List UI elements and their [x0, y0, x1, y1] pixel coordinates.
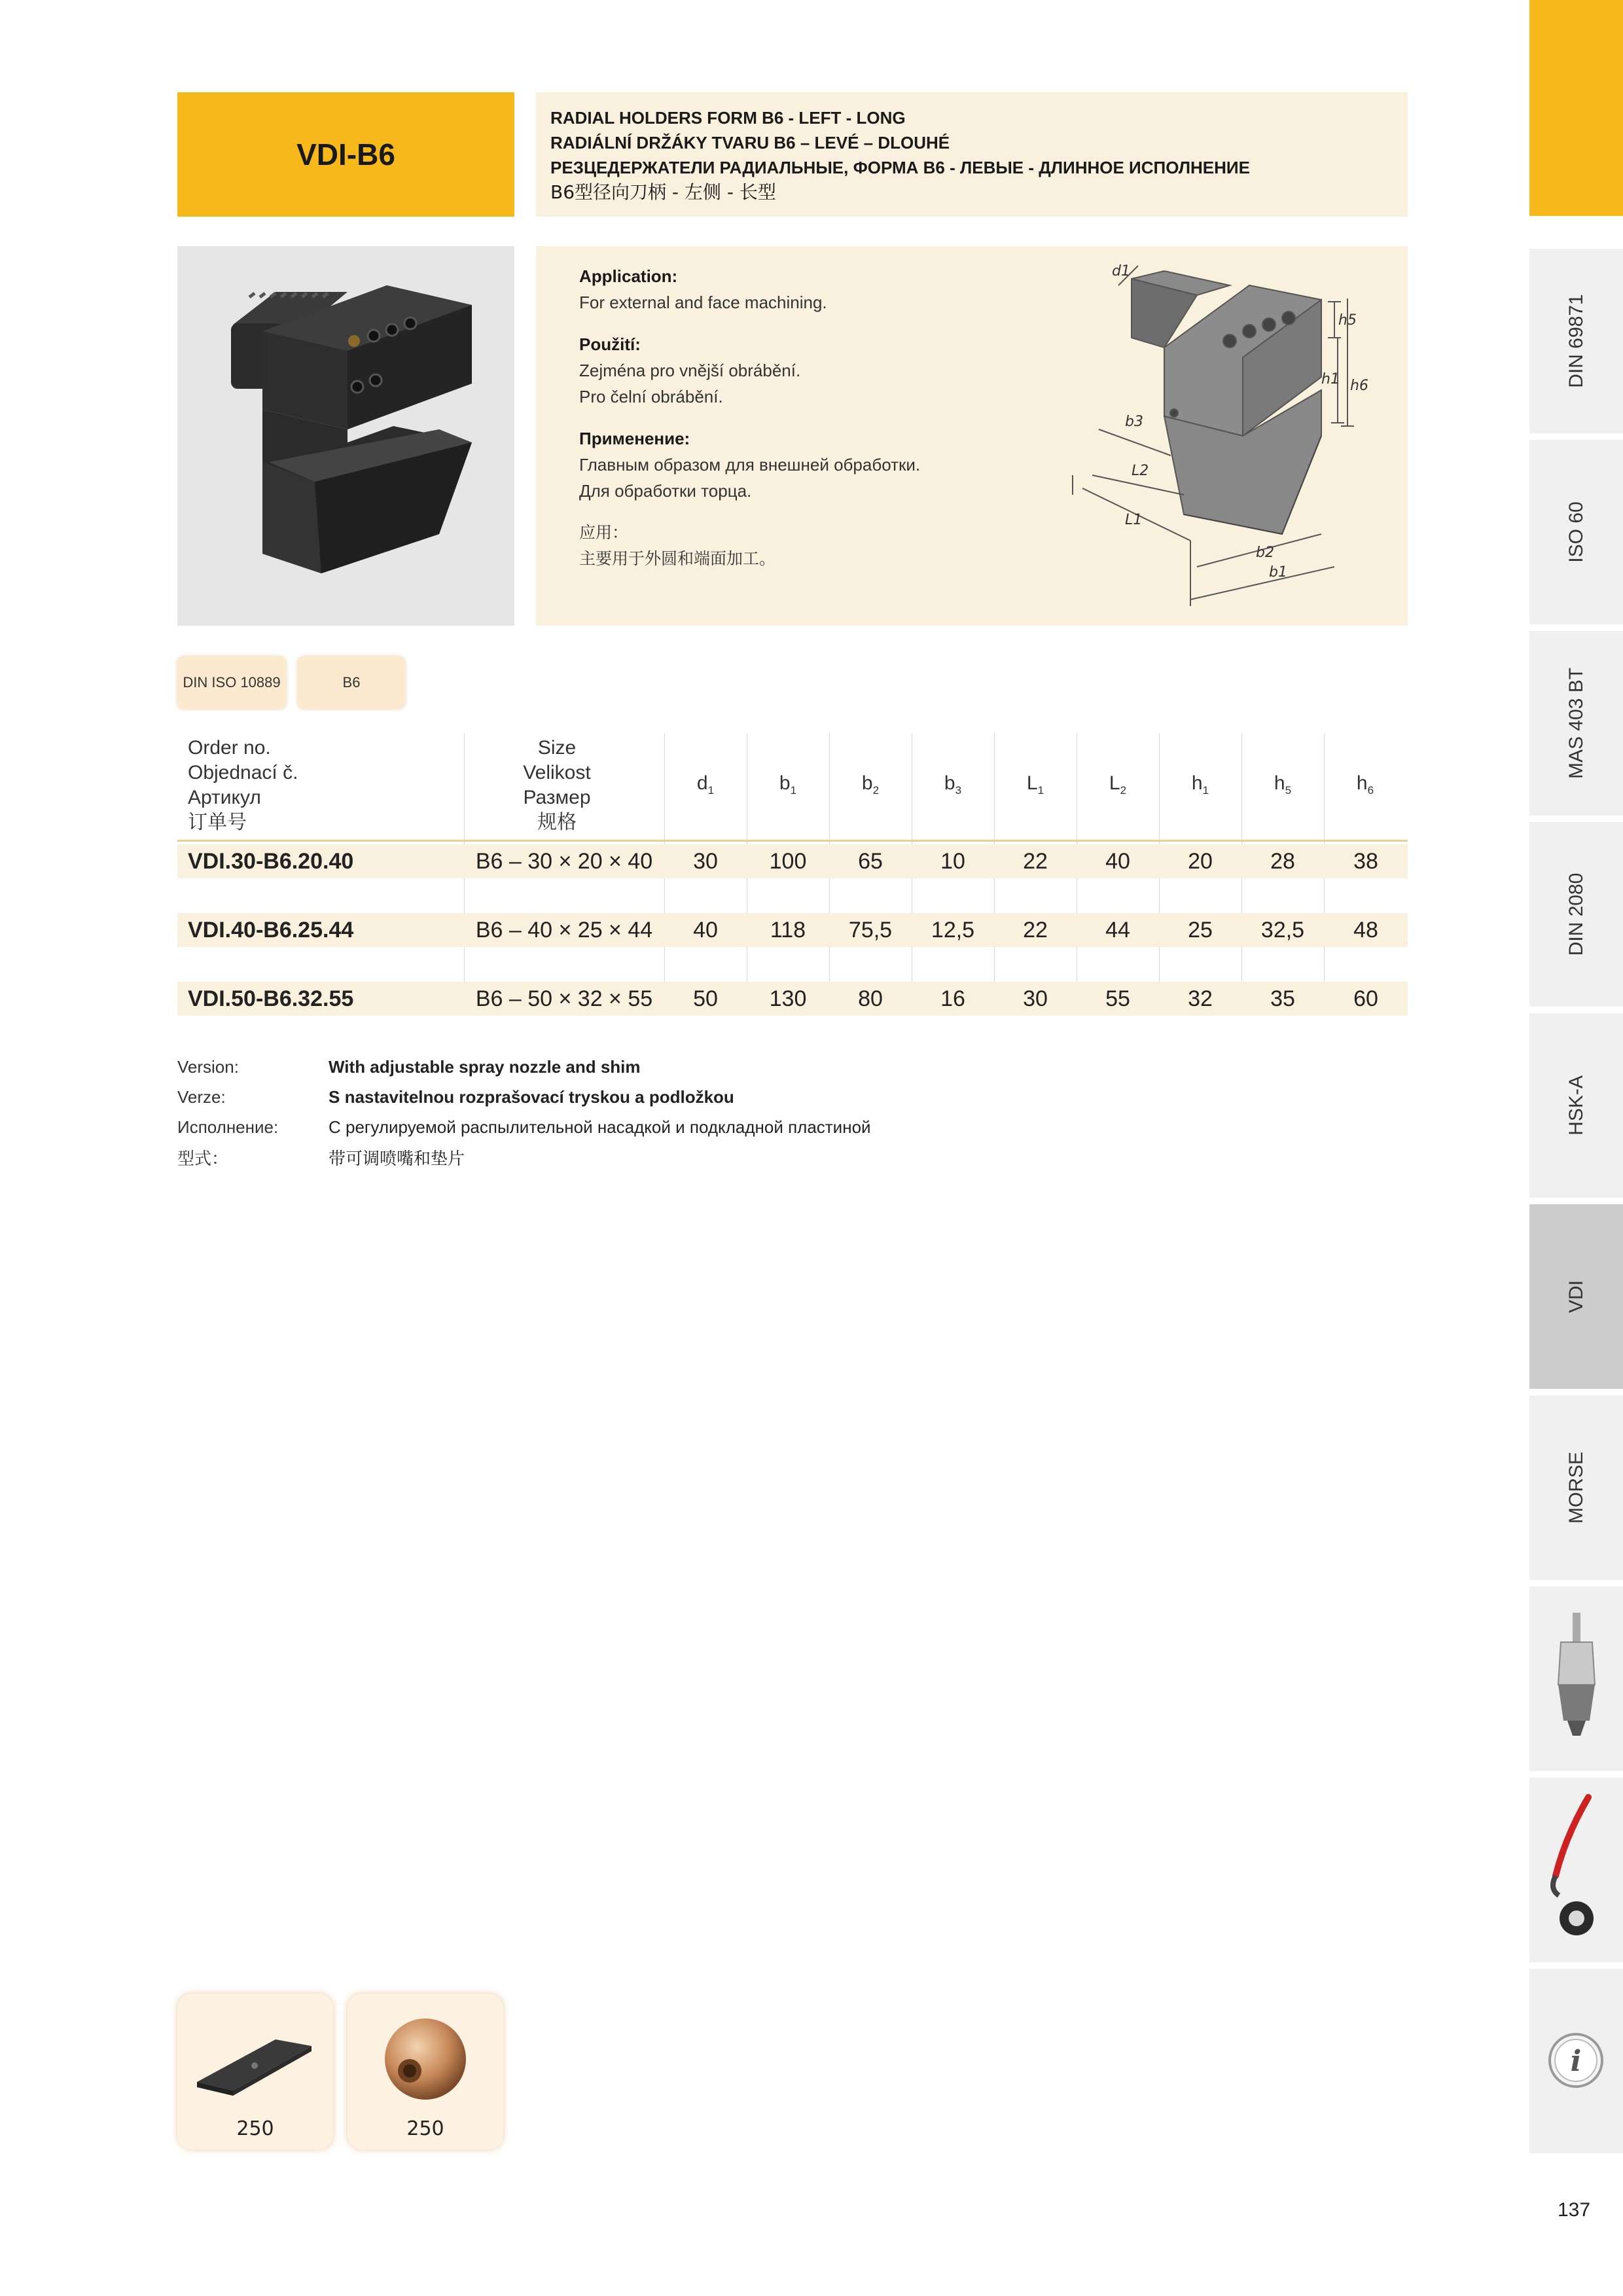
order-header-zh: 订单号: [188, 811, 247, 834]
nav-label: MAS 403 BT: [1565, 667, 1587, 780]
version-key-en: Version:: [177, 1056, 239, 1077]
value-cell: 48: [1353, 918, 1378, 942]
value-cell: 40: [1105, 849, 1130, 874]
order-number: VDI.40-B6.25.44: [188, 918, 354, 942]
value-cell: 40: [693, 918, 718, 942]
value-cell: 35: [1270, 986, 1295, 1011]
application-label-zh: 应用：: [579, 523, 629, 542]
nav-item-din2080[interactable]: [1529, 819, 1623, 1007]
diagram-label-L1: L1: [1125, 512, 1143, 528]
shim-plate-icon: [177, 1994, 333, 2111]
value-cell: 12,5: [931, 918, 975, 942]
dim-header-L2: $L_2$: [1109, 772, 1127, 797]
nav-label: VDI: [1565, 1280, 1587, 1314]
size-cell: B6 – 30 × 20 × 40: [475, 849, 653, 874]
value-cell: 32: [1188, 986, 1213, 1011]
size-header-cz: Velikost: [523, 762, 591, 783]
value-cell: 75,5: [848, 918, 893, 942]
nav-label: DIN 69871: [1565, 294, 1587, 388]
version-value-en: With adjustable spray nozzle and shim: [329, 1056, 641, 1077]
size-header-en: Size: [537, 737, 577, 759]
value-cell: 25: [1188, 918, 1213, 942]
info-icon: [1529, 1969, 1623, 2153]
tool-holder-image: [177, 246, 514, 626]
size-header-ru: Размер: [523, 787, 591, 808]
value-cell: 22: [1023, 849, 1048, 874]
application-label-cz: Použití:: [579, 334, 641, 354]
dim-header-b3: $b_3$: [944, 772, 962, 797]
application-text-ru-1: Главным образом для внешней обработки.: [579, 455, 921, 475]
diagram-label-h5: h5: [1338, 312, 1357, 329]
nav-item-hsk-a[interactable]: [1529, 1010, 1623, 1198]
standard-tag: DIN ISO 10889: [177, 656, 286, 709]
nav-item-vdi[interactable]: [1529, 1201, 1623, 1389]
form-tag: B6: [298, 656, 405, 709]
application-text: [579, 263, 998, 588]
nav-label: ISO 60: [1565, 501, 1587, 563]
order-header-ru: Артикул: [188, 787, 261, 808]
nav-item-wrenches[interactable]: [1529, 1774, 1623, 1962]
wrench-nut-icon: [1529, 1778, 1623, 1962]
application-text-cz-1: Zejména pro vnější obrábění.: [579, 361, 801, 380]
dimensions-table: [177, 733, 1408, 1011]
page-number: 137: [1558, 2199, 1591, 2221]
value-cell: 100: [769, 849, 807, 874]
nav-item-din69871[interactable]: [1529, 245, 1623, 433]
version-info: [177, 1052, 871, 1172]
value-cell: 28: [1270, 849, 1295, 874]
version-key-cz: Verze:: [177, 1086, 226, 1107]
application-label-ru: Применение:: [579, 429, 690, 448]
value-cell: 22: [1023, 918, 1048, 942]
order-number: VDI.30-B6.20.40: [188, 849, 354, 874]
value-cell: 55: [1105, 986, 1130, 1011]
dimension-diagram: [1033, 259, 1387, 613]
diagram-label-d1: d1: [1112, 263, 1130, 279]
product-photo: [177, 246, 514, 626]
nav-item-morse[interactable]: [1529, 1392, 1623, 1580]
size-header-zh: 规格: [537, 811, 577, 834]
version-value-zh: 带可调喷嘴和垫片: [329, 1149, 465, 1169]
table-row: [177, 982, 1408, 1016]
value-cell: 38: [1353, 849, 1378, 874]
dim-header-d1: $d_1$: [696, 772, 715, 797]
value-cell: 80: [858, 986, 883, 1011]
title-line-en: RADIAL HOLDERS FORM B6 - LEFT - LONG: [550, 108, 906, 128]
value-cell: 30: [1023, 986, 1048, 1011]
diagram-label-b2: b2: [1256, 545, 1274, 561]
value-cell: 30: [693, 849, 718, 874]
diagram-label-b1: b1: [1269, 564, 1287, 581]
value-cell: 32,5: [1260, 918, 1305, 942]
accessory-nozzle-page: 250: [406, 2117, 444, 2140]
order-number: VDI.50-B6.32.55: [188, 986, 354, 1011]
order-header-en: Order no.: [188, 737, 271, 759]
value-cell: 44: [1105, 918, 1130, 942]
value-cell: 16: [940, 986, 965, 1011]
nav-label: DIN 2080: [1565, 872, 1587, 956]
title-line-zh: B6型径向刀柄 - 左侧 - 长型: [550, 181, 776, 203]
diagram-label-b3: b3: [1125, 414, 1143, 430]
value-cell: 130: [769, 986, 807, 1011]
nav-item-iso60[interactable]: [1529, 437, 1623, 624]
size-cell: B6 – 50 × 32 × 55: [475, 986, 653, 1011]
size-header: [465, 736, 649, 835]
diagram-label-h6: h6: [1350, 378, 1368, 394]
dim-header-L1: $L_1$: [1026, 772, 1044, 797]
dim-header-h5: $h_5$: [1274, 772, 1292, 797]
svg-text:i: i: [1570, 2045, 1582, 2078]
spray-nozzle-icon: [348, 1994, 503, 2111]
application-text-zh: 主要用于外圆和端面加工。: [579, 549, 776, 568]
page-title-box: [177, 92, 514, 217]
title-description-box: [536, 92, 1408, 217]
nav-item-chucks[interactable]: [1529, 1583, 1623, 1771]
table-row: [177, 913, 1408, 947]
page-title: VDI-B6: [296, 137, 395, 171]
value-cell: 10: [940, 849, 965, 874]
accessory-shim-page: 250: [236, 2117, 274, 2140]
diagram-label-L2: L2: [1132, 463, 1149, 479]
application-label-en: Application:: [579, 266, 678, 286]
value-cell: 50: [693, 986, 718, 1011]
accessory-nozzle[interactable]: [348, 1994, 503, 2149]
title-line-ru: РЕЗЦЕДЕРЖАТЕЛИ РАДИАЛЬНЫЕ, ФОРМА B6 - ЛЕВЫЕ - ДЛИННОЕ ИСПОЛНЕНИЕ: [550, 158, 1250, 177]
value-cell: 20: [1188, 849, 1213, 874]
value-cell: 65: [858, 849, 883, 874]
application-text-ru-2: Для обработки торца.: [579, 481, 752, 501]
title-line-cz: RADIÁLNÍ DRŽÁKY TVARU B6 – LEVÉ – DLOUHÉ: [550, 133, 950, 152]
application-text-cz-2: Pro čelní obrábění.: [579, 387, 723, 406]
order-header-cz: Objednací č.: [188, 762, 298, 783]
application-text-en: For external and face machining.: [579, 293, 827, 312]
nav-top-accent: [1529, 0, 1623, 216]
size-cell: B6 – 40 × 25 × 44: [475, 918, 653, 942]
version-value-cz: S nastavitelnou rozprašovací tryskou a podložkou: [329, 1086, 734, 1107]
application-box: [536, 246, 1408, 626]
dim-header-b1: $b_1$: [779, 772, 797, 797]
drill-chuck-icon: [1529, 1587, 1623, 1771]
nav-item-info[interactable]: [1529, 1965, 1623, 2153]
nav-item-mas403bt[interactable]: [1529, 628, 1623, 816]
value-cell: 60: [1353, 986, 1378, 1011]
dim-header-h1: $h_1$: [1191, 772, 1209, 797]
order-header: [188, 736, 298, 835]
version-key-ru: Исполнение:: [177, 1117, 279, 1137]
dim-header-h6: $h_6$: [1356, 772, 1374, 797]
diagram-label-h1: h1: [1321, 371, 1340, 387]
dim-header-b2: $b_2$: [861, 772, 880, 797]
version-value-ru: С регулируемой распылительной насадкой и подкладной пластиной: [329, 1117, 871, 1137]
table-row: [177, 844, 1408, 878]
table-header: [177, 733, 1408, 842]
version-key-zh: 型式：: [177, 1149, 229, 1169]
value-cell: 118: [770, 918, 806, 942]
nav-label: MORSE: [1565, 1451, 1587, 1524]
accessory-shim[interactable]: [177, 1994, 333, 2149]
nav-label: HSK-A: [1565, 1075, 1587, 1136]
